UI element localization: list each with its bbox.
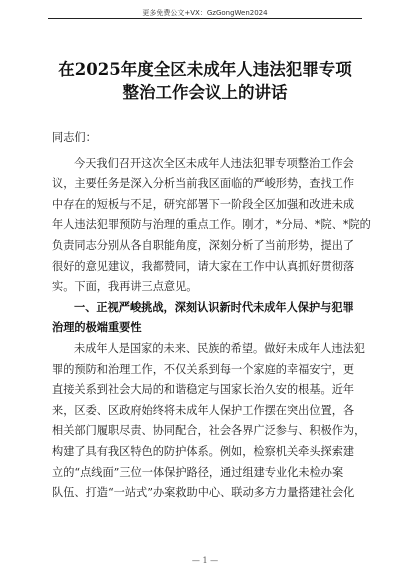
section-1-heading: [52, 298, 364, 339]
paragraph-line: 很好的意见建议，我都赞同，请大家在工作中认真抓好贯彻落: [52, 259, 355, 273]
paragraph-line: 队伍、打造“一站式”办案救助中心、联动多方力量搭建社会化: [52, 486, 355, 500]
heading-line: 治理的极端重要性: [52, 321, 142, 335]
paragraph-line: 立的“点线面”三位一体保护路径，通过组建专业化未检办案: [52, 465, 344, 479]
document-title: [30, 58, 380, 104]
paragraph-line: 相关部门履职尽责、协同配合，社会各界广泛参与、积极作为，: [52, 424, 366, 438]
page-number: — 1 —: [191, 556, 219, 565]
document-body: [52, 128, 371, 504]
paragraph-line: 议，主要任务是深入分析当前我区面临的严峻形势，查找工作: [52, 177, 355, 191]
paragraph-line: 构建了具有我区特色的防护体系。例如，检察机关牵头探索建: [52, 444, 355, 458]
heading-line: 一、正视严峻挑战，深刻认识新时代未成年人保护与犯罪: [74, 300, 354, 314]
paragraph-line: 负责同志分别从各自职能角度，深刻分析了当前形势，提出了: [52, 238, 355, 252]
paragraph-line: 中存在的短板与不足，研究部署下一阶段全区加强和改进未成: [52, 197, 355, 211]
paragraph-line: 今天我们召开这次全区未成年人违法犯罪专项整治工作会: [74, 156, 354, 170]
page-header: [0, 0, 410, 20]
title-line-1: 在2025年度全区未成年人违法犯罪专项: [58, 60, 352, 79]
header-promo-text: 更多免费公文+VX：GzGongWen2024: [142, 9, 268, 17]
header-divider: [48, 18, 362, 19]
paragraph-line: 直接关系到社会大局的和谐稳定与国家长治久安的根基。近年: [52, 383, 355, 397]
paragraph-line: 年人违法犯罪预防与治理的重点工作。刚才，*分局、*院、*院的: [52, 218, 371, 232]
title-line-2: 整治工作会议上的讲话: [122, 83, 288, 102]
paragraph-line: 实。下面，我再讲三点意见。: [52, 280, 198, 294]
paragraph-line: 未成年人是国家的未来、民族的希望。做好未成年人违法犯: [74, 341, 365, 355]
paragraph-line: 罪的预防和治理工作，不仅关系到每一个家庭的幸福安宁，更: [52, 362, 355, 376]
paragraph-line: 来，区委、区政府始终将未成年人保护工作摆在突出位置，各: [52, 403, 355, 417]
paragraph-2: [52, 339, 364, 504]
paragraph-1: [52, 154, 371, 298]
greeting: 同志们：: [52, 131, 97, 144]
